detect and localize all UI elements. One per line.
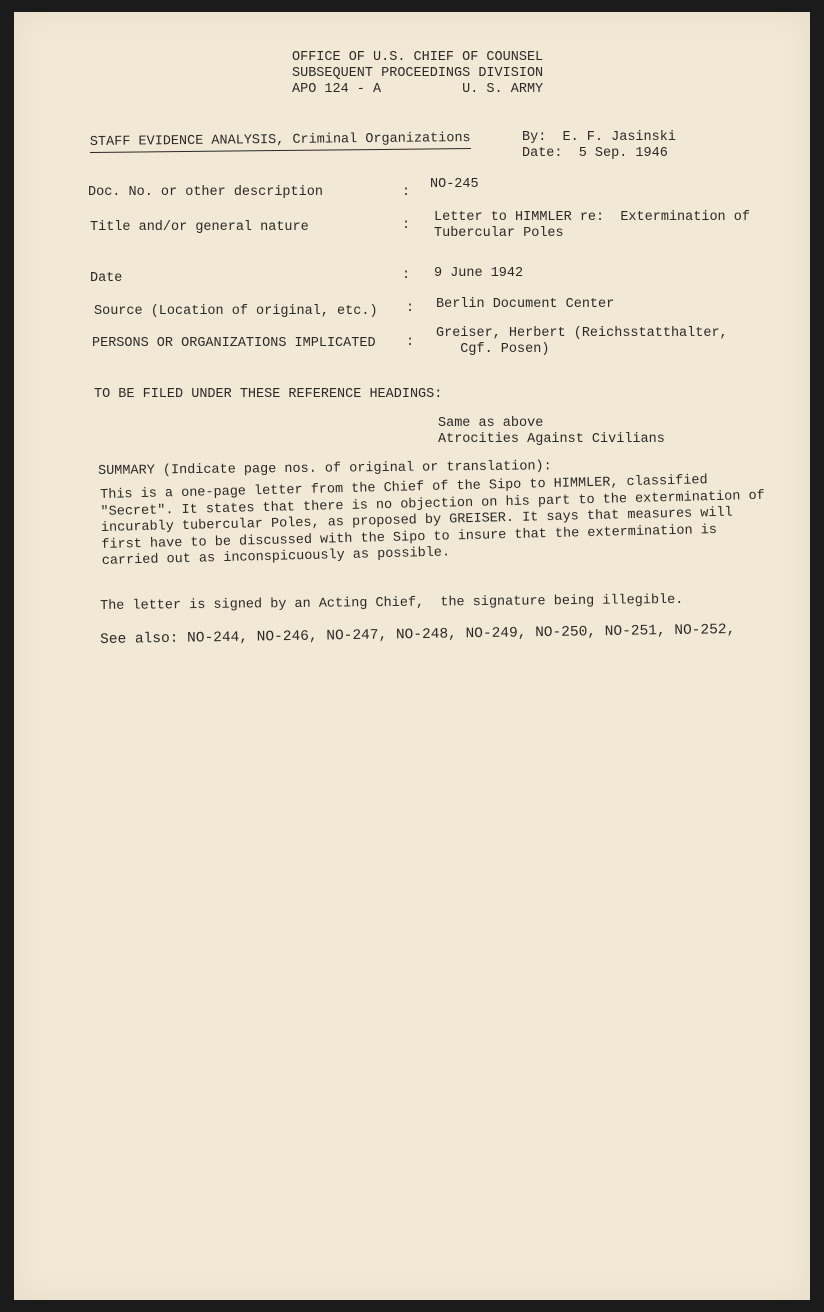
field-colon: :: [406, 335, 415, 350]
field-label-title: Title and/or general nature: [90, 220, 309, 235]
see-also-references: See also: NO-244, NO-246, NO-247, NO-248, NO-249, NO-250, NO-251, NO-252,: [100, 622, 736, 648]
filing-headings-list: [438, 416, 665, 448]
field-value-date: 9 June 1942: [434, 266, 524, 281]
office-header: [292, 50, 543, 98]
field-label-date: Date: [90, 271, 123, 286]
field-colon: :: [402, 268, 411, 283]
header-line-2: SUBSEQUENT PROCEEDINGS DIVISION: [292, 66, 544, 81]
field-label-persons: PERSONS OR ORGANIZATIONS IMPLICATED: [92, 336, 376, 351]
field-value-source: Berlin Document Center: [436, 297, 615, 312]
field-value-doc-no: NO-245: [430, 177, 479, 192]
field-value-title: Letter to HIMMLER re: Extermination of Tubercular Poles: [434, 210, 750, 241]
analyst-name: By: E. F. Jasinski: [522, 130, 676, 145]
filing-heading-1: Same as above: [438, 416, 544, 431]
field-colon: :: [402, 185, 411, 200]
field-label-doc-no: Doc. No. or other description: [88, 185, 323, 200]
field-colon: :: [406, 301, 415, 316]
analysis-title: STAFF EVIDENCE ANALYSIS, Criminal Organizations: [90, 131, 471, 153]
filing-heading-2: Atrocities Against Civilians: [438, 432, 665, 447]
header-line-1: OFFICE OF U.S. CHIEF OF COUNSEL: [292, 50, 544, 65]
document-page: [14, 12, 810, 1300]
analysis-date: Date: 5 Sep. 1946: [522, 146, 668, 161]
header-line-3: APO 124 - A U. S. ARMY: [292, 82, 544, 97]
summary-body: This is a one-page letter from the Chief of the Sipo to HIMMLER, classified "Secret". It states that there is no objection on his part to the extermination of incurably tubercular Poles, as proposed by GREISER. It says that measures will first have to be discussed with the Sipo to insure that the extermination is carried out as inconspicuously as possible.: [100, 473, 765, 569]
field-label-source: Source (Location of original, etc.): [94, 304, 378, 319]
signature-note: The letter is signed by an Acting Chief, the signature being illegible.: [100, 592, 684, 614]
summary-heading: SUMMARY (Indicate page nos. of original or translation):: [98, 459, 552, 479]
filing-heading: TO BE FILED UNDER THESE REFERENCE HEADINGS:: [94, 387, 443, 402]
analysis-byline: [522, 130, 676, 162]
field-colon: :: [402, 218, 411, 233]
field-value-persons: Greiser, Herbert (Reichsstatthalter, Cgf. Posen): [436, 326, 728, 357]
